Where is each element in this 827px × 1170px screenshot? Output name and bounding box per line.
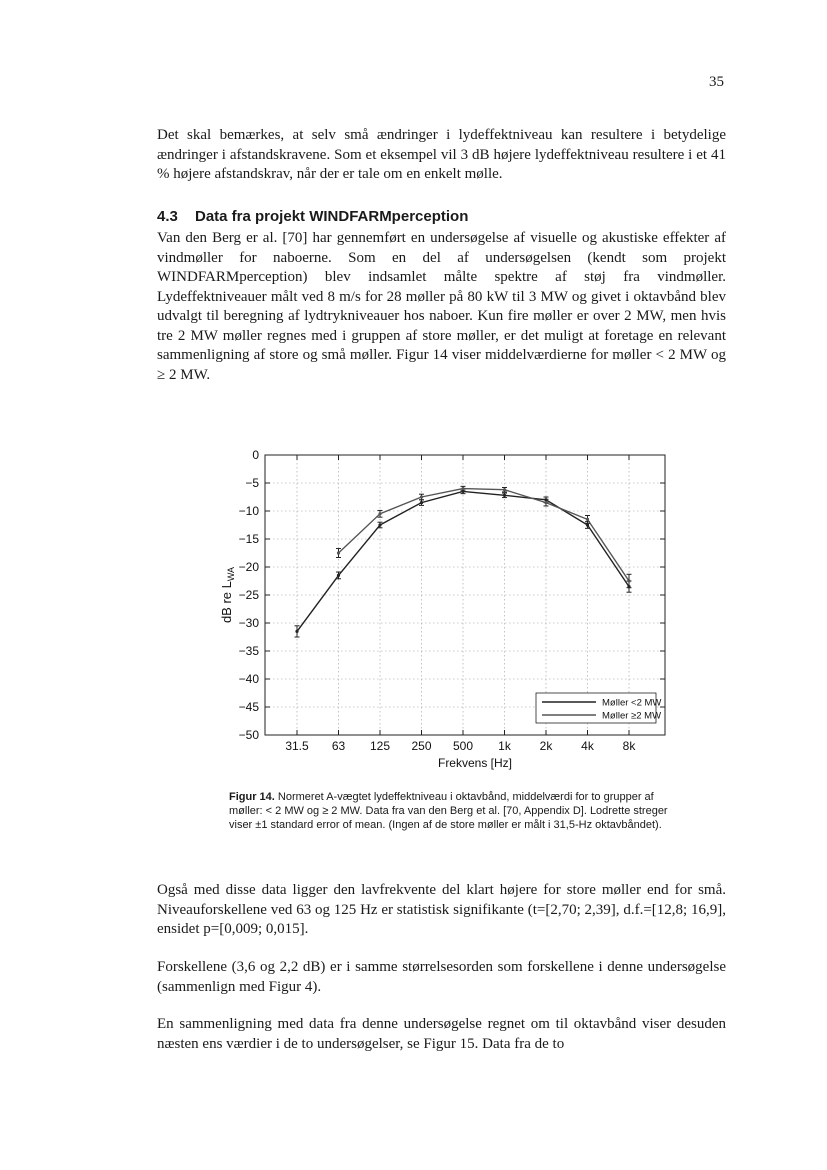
data-point xyxy=(503,494,506,497)
figure xyxy=(195,445,675,775)
x-tick-label: 2k xyxy=(539,739,553,753)
x-tick-label: 8k xyxy=(622,739,636,753)
paragraph: Det skal bemærkes, at selv små ændringer i lydeffektniveau kan resultere i betydelige ændringer i afstandskravene. Som et eksempel vil 3 dB højere lydeffektniveau resultere i et 41 % højere afstandskrav, når der er tale om en enkelt mølle. xyxy=(157,127,726,182)
x-tick-label: 1k xyxy=(498,739,511,753)
data-point xyxy=(337,574,340,577)
x-tick-label: 500 xyxy=(452,739,474,753)
data-point xyxy=(503,488,506,491)
x-axis-label: Frekvens [Hz] xyxy=(437,756,513,770)
y-axis-label-subscript: WA xyxy=(226,566,236,582)
data-point xyxy=(586,523,589,526)
paragraph: Også med disse data ligger den lavfrekvente del klart højere for store møller end for små. Niveauforskellene ved 63 og 125 Hz er statistisk signifikante (t=[2,70; 2,39], d.f.=[12,8; 16,9], ensidet p=[0,009; 0,015]. xyxy=(157,882,726,937)
y-tick-label: −5 xyxy=(245,476,259,490)
legend-label: Møller <2 MW xyxy=(602,697,662,709)
paragraph: Van den Berg er al. [70] har gennemført en undersøgelse af visuelle og akustiske effekter af vindmøller for naboerne. Som en del af undersøgelsen (kendt som projekt WINDFARMperception) blev indsamlet målte spektre af støj fra vindmøller. Lydeffektniveauer målt ved 8 m/s for 28 møller på 80 kW til 3 MW og givet i oktavbånd blev udvalgt til beregning af lydtrykniveauer hos naboer. Kun fire møller er over 2 MW, men hvis tre 2 MW møller regnes med i gruppen af store møller, er det muligt at foretage en relevant sammenligning af store og små møller. Figur 14 viser middelværdierne for møller < 2 MW og ≥ 2 MW. xyxy=(157,230,726,383)
y-tick-label: −30 xyxy=(238,616,259,630)
section-heading xyxy=(157,208,468,225)
y-tick-label: −35 xyxy=(238,644,259,658)
y-axis-label xyxy=(219,567,236,623)
line-chart xyxy=(195,445,675,775)
y-tick-label: −50 xyxy=(238,728,259,742)
paragraph: Forskellene (3,6 og 2,2 dB) er i samme størrelsesorden som forskellene i denne undersøgelse (sammenlign med Figur 4). xyxy=(157,959,726,995)
page-number: 35 xyxy=(709,74,724,90)
section-number: 4.3 xyxy=(157,208,178,225)
x-tick-label: 125 xyxy=(369,739,391,753)
y-tick-label: −25 xyxy=(238,588,259,602)
y-tick-label: 0 xyxy=(252,448,259,462)
x-tick-label: 63 xyxy=(331,739,346,753)
data-point xyxy=(420,501,423,504)
y-tick-label: −45 xyxy=(238,700,259,714)
data-point xyxy=(461,487,464,490)
data-point xyxy=(586,518,589,521)
y-tick-label: −15 xyxy=(238,532,259,546)
data-point xyxy=(295,630,298,633)
data-point xyxy=(378,523,381,526)
x-tick-label: 4k xyxy=(581,739,594,753)
figure-caption xyxy=(229,790,669,832)
x-tick-label: 250 xyxy=(411,739,432,753)
y-axis-label-main: dB re L xyxy=(219,581,234,624)
section-title: Data fra projekt WINDFARMperception xyxy=(195,208,469,225)
data-point xyxy=(337,551,340,554)
data-point xyxy=(378,512,381,515)
legend-label: Møller ≥2 MW xyxy=(602,710,662,722)
x-tick-label: 31.5 xyxy=(285,739,309,753)
data-point xyxy=(627,579,630,582)
y-tick-label: −20 xyxy=(238,560,259,574)
caption-text: Normeret A-vægtet lydeffektniveau i oktavbånd, middelværdi for to grupper af møller: < 2 MW og ≥ 2 MW. Data fra van den Berg et al. [70, Appendix D]. Lodrette streger viser ±1 standard error of mean. (Ingen af de store møller er målt i 31,5-Hz oktavbåndet). xyxy=(229,791,668,831)
data-point xyxy=(420,495,423,498)
caption-label: Figur 14. xyxy=(229,791,275,803)
data-point xyxy=(544,501,547,504)
paragraph: En sammenligning med data fra denne undersøgelse regnet om til oktavbånd viser desuden næsten ens værdier i de to undersøgelser, se Figur 15. Data fra de to xyxy=(157,1016,726,1052)
y-tick-label: −10 xyxy=(238,504,259,518)
y-tick-label: −40 xyxy=(238,672,259,686)
